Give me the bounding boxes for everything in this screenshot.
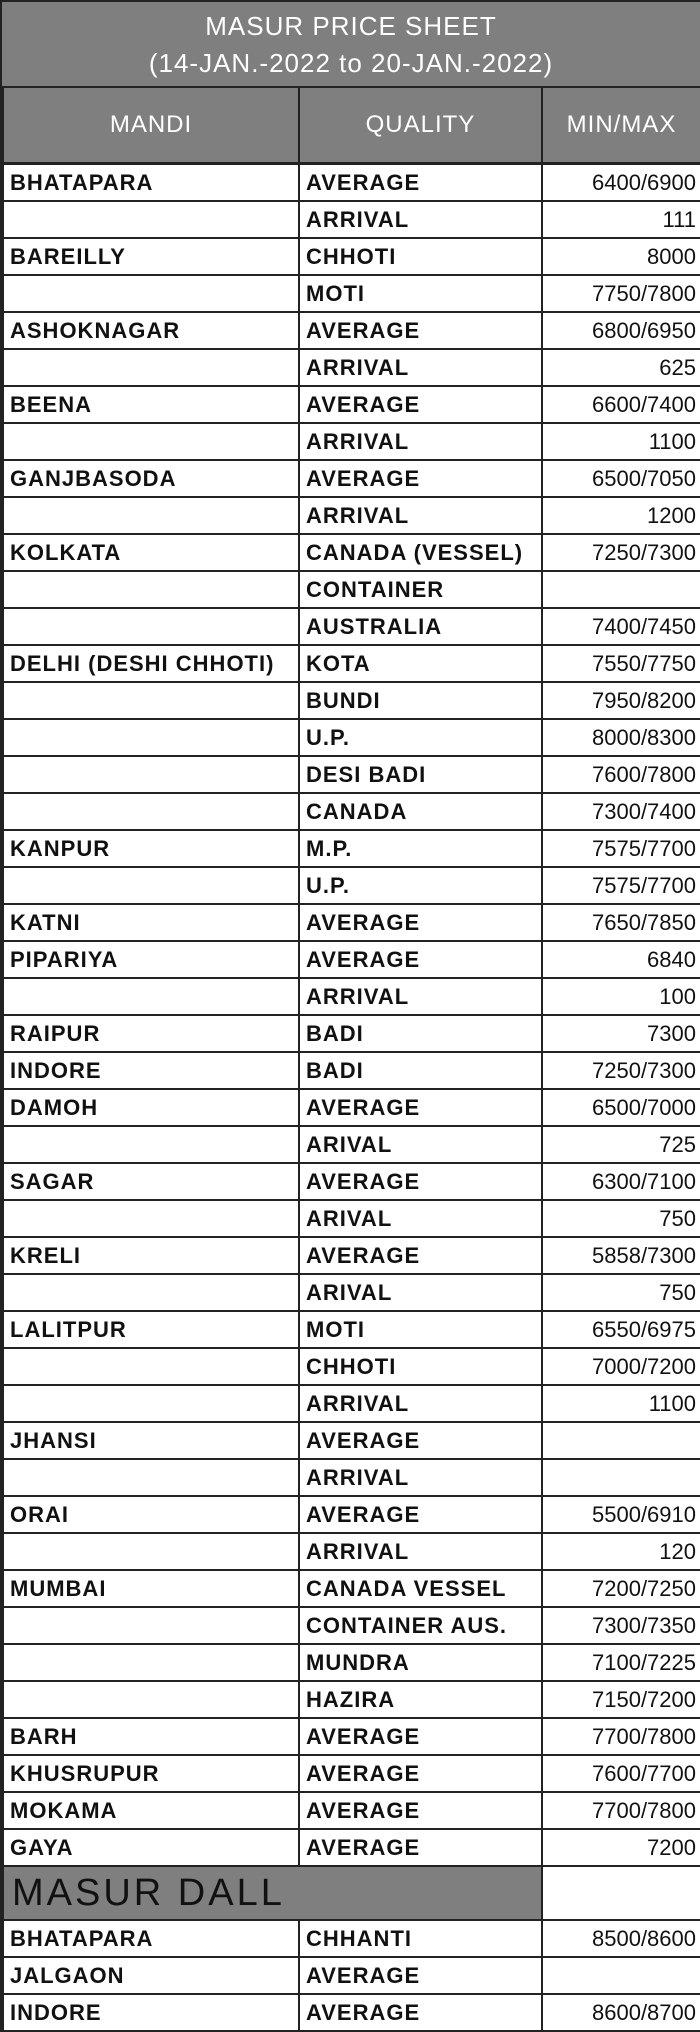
min-max-cell: 6300/7100 xyxy=(542,1163,700,1200)
table-row xyxy=(3,867,700,904)
mandi-cell xyxy=(3,682,299,719)
table-row xyxy=(3,1311,700,1348)
mandi-cell xyxy=(3,497,299,534)
min-max-cell: 625 xyxy=(542,349,700,386)
mandi-cell xyxy=(3,719,299,756)
table-row xyxy=(3,1957,700,1994)
table-row xyxy=(3,1089,700,1126)
min-max-cell: 8600/8700 xyxy=(542,1994,700,2031)
mandi-cell xyxy=(3,1200,299,1237)
table-row xyxy=(3,312,700,349)
table-row xyxy=(3,1237,700,1274)
quality-cell: BUNDI xyxy=(299,682,542,719)
quality-cell: CHHOTI xyxy=(299,238,542,275)
quality-cell: DESI BADI xyxy=(299,756,542,793)
quality-cell: ARRIVAL xyxy=(299,349,542,386)
column-header-quality: QUALITY xyxy=(299,88,542,164)
min-max-cell xyxy=(542,571,700,608)
mandi-cell: ORAI xyxy=(3,1496,299,1533)
min-max-cell: 120 xyxy=(542,1533,700,1570)
quality-cell: MOTI xyxy=(299,1311,542,1348)
quality-cell: AVERAGE xyxy=(299,1718,542,1755)
quality-cell: AVERAGE xyxy=(299,1237,542,1274)
min-max-cell: 1100 xyxy=(542,1385,700,1422)
min-max-cell: 6600/7400 xyxy=(542,386,700,423)
min-max-cell: 5500/6910 xyxy=(542,1496,700,1533)
table-row xyxy=(3,904,700,941)
min-max-cell: 7300 xyxy=(542,1015,700,1052)
mandi-cell xyxy=(3,201,299,238)
mandi-cell xyxy=(3,793,299,830)
mandi-cell xyxy=(3,1681,299,1718)
quality-cell: AVERAGE xyxy=(299,1755,542,1792)
table-row xyxy=(3,1994,700,2031)
mandi-cell xyxy=(3,608,299,645)
table-row xyxy=(3,386,700,423)
quality-cell: KOTA xyxy=(299,645,542,682)
table-row xyxy=(3,275,700,312)
quality-cell: AVERAGE xyxy=(299,1792,542,1829)
min-max-cell xyxy=(542,1422,700,1459)
min-max-cell: 6800/6950 xyxy=(542,312,700,349)
column-header-mandi: MANDI xyxy=(3,88,299,164)
min-max-cell: 1200 xyxy=(542,497,700,534)
mandi-cell: MUMBAI xyxy=(3,1570,299,1607)
mandi-cell: MOKAMA xyxy=(3,1792,299,1829)
quality-cell: AVERAGE xyxy=(299,1496,542,1533)
min-max-cell: 7575/7700 xyxy=(542,830,700,867)
quality-cell: ARIVAL xyxy=(299,1126,542,1163)
min-max-cell: 6500/7000 xyxy=(542,1089,700,1126)
table-row xyxy=(3,756,700,793)
quality-cell: HAZIRA xyxy=(299,1681,542,1718)
min-max-cell: 750 xyxy=(542,1200,700,1237)
dall-section-empty-cell xyxy=(542,1866,700,1920)
mandi-cell: BEENA xyxy=(3,386,299,423)
mandi-cell: LALITPUR xyxy=(3,1311,299,1348)
table-row xyxy=(3,793,700,830)
table-row xyxy=(3,1718,700,1755)
min-max-cell: 750 xyxy=(542,1274,700,1311)
table-row xyxy=(3,1348,700,1385)
mandi-cell: GAYA xyxy=(3,1829,299,1866)
mandi-cell xyxy=(3,349,299,386)
quality-cell: AVERAGE xyxy=(299,941,542,978)
min-max-cell: 6400/6900 xyxy=(542,164,700,202)
mandi-cell: INDORE xyxy=(3,1052,299,1089)
quality-cell: ARRIVAL xyxy=(299,1459,542,1496)
quality-cell: ARRIVAL xyxy=(299,978,542,1015)
min-max-cell: 725 xyxy=(542,1126,700,1163)
quality-cell: ARIVAL xyxy=(299,1274,542,1311)
mandi-cell xyxy=(3,571,299,608)
sheet-date-range: (14-JAN.-2022 to 20-JAN.-2022) xyxy=(148,48,554,78)
quality-cell: U.P. xyxy=(299,867,542,904)
quality-cell: BADI xyxy=(299,1052,542,1089)
quality-cell: CANADA (VESSEL) xyxy=(299,534,542,571)
quality-cell: MOTI xyxy=(299,275,542,312)
table-row xyxy=(3,1570,700,1607)
table-row xyxy=(3,1385,700,1422)
min-max-cell: 7550/7750 xyxy=(542,645,700,682)
table-row xyxy=(3,941,700,978)
sheet-title-block xyxy=(2,0,700,88)
sheet-title: MASUR PRICE SHEET xyxy=(205,11,497,41)
quality-cell: CANADA VESSEL xyxy=(299,1570,542,1607)
quality-cell: AVERAGE xyxy=(299,460,542,497)
table-row xyxy=(3,349,700,386)
mandi-cell xyxy=(3,867,299,904)
table-row xyxy=(3,1422,700,1459)
mandi-cell xyxy=(3,275,299,312)
table-row xyxy=(3,1920,700,1957)
quality-cell: U.P. xyxy=(299,719,542,756)
table-header-row xyxy=(3,88,700,164)
min-max-cell: 7600/7700 xyxy=(542,1755,700,1792)
mandi-cell: RAIPUR xyxy=(3,1015,299,1052)
mandi-cell: KRELI xyxy=(3,1237,299,1274)
mandi-cell: KANPUR xyxy=(3,830,299,867)
mandi-cell xyxy=(3,978,299,1015)
quality-cell: AVERAGE xyxy=(299,164,542,202)
min-max-cell: 6550/6975 xyxy=(542,1311,700,1348)
min-max-cell: 1100 xyxy=(542,423,700,460)
min-max-cell: 7100/7225 xyxy=(542,1644,700,1681)
min-max-cell: 7575/7700 xyxy=(542,867,700,904)
min-max-cell: 8000/8300 xyxy=(542,719,700,756)
quality-cell: ARRIVAL xyxy=(299,1533,542,1570)
table-row xyxy=(3,1126,700,1163)
table-row xyxy=(3,978,700,1015)
table-row xyxy=(3,1459,700,1496)
min-max-cell: 7700/7800 xyxy=(542,1792,700,1829)
quality-cell: AVERAGE xyxy=(299,904,542,941)
table-row xyxy=(3,830,700,867)
table-row xyxy=(3,1533,700,1570)
table-row xyxy=(3,164,700,202)
mandi-cell xyxy=(3,1607,299,1644)
min-max-cell: 100 xyxy=(542,978,700,1015)
min-max-cell: 7200/7250 xyxy=(542,1570,700,1607)
quality-cell: AVERAGE xyxy=(299,312,542,349)
mandi-cell: INDORE xyxy=(3,1994,299,2031)
quality-cell: AVERAGE xyxy=(299,1957,542,1994)
quality-cell: CONTAINER xyxy=(299,571,542,608)
quality-cell: AVERAGE xyxy=(299,386,542,423)
table-row xyxy=(3,1200,700,1237)
table-row xyxy=(3,608,700,645)
table-row xyxy=(3,1274,700,1311)
mandi-cell: BARH xyxy=(3,1718,299,1755)
min-max-cell: 7150/7200 xyxy=(542,1681,700,1718)
mandi-cell xyxy=(3,1385,299,1422)
mandi-cell: KHUSRUPUR xyxy=(3,1755,299,1792)
quality-cell: CONTAINER AUS. xyxy=(299,1607,542,1644)
price-table xyxy=(2,88,700,2032)
min-max-cell: 7300/7350 xyxy=(542,1607,700,1644)
min-max-cell: 7400/7450 xyxy=(542,608,700,645)
quality-cell: BADI xyxy=(299,1015,542,1052)
price-table-body xyxy=(3,164,700,1867)
table-row xyxy=(3,1052,700,1089)
mandi-cell xyxy=(3,1126,299,1163)
table-row xyxy=(3,1644,700,1681)
quality-cell: AVERAGE xyxy=(299,1163,542,1200)
quality-cell: AUSTRALIA xyxy=(299,608,542,645)
table-row xyxy=(3,1792,700,1829)
min-max-cell: 7600/7800 xyxy=(542,756,700,793)
min-max-cell: 7300/7400 xyxy=(542,793,700,830)
table-row xyxy=(3,1015,700,1052)
quality-cell: ARIVAL xyxy=(299,1200,542,1237)
quality-cell: M.P. xyxy=(299,830,542,867)
mandi-cell: BAREILLY xyxy=(3,238,299,275)
table-row xyxy=(3,534,700,571)
min-max-cell: 7200 xyxy=(542,1829,700,1866)
mandi-cell xyxy=(3,1533,299,1570)
quality-cell: CHHANTI xyxy=(299,1920,542,1957)
min-max-cell: 7950/8200 xyxy=(542,682,700,719)
mandi-cell xyxy=(3,756,299,793)
mandi-cell xyxy=(3,1644,299,1681)
table-row xyxy=(3,1755,700,1792)
quality-cell: AVERAGE xyxy=(299,1089,542,1126)
quality-cell: CANADA xyxy=(299,793,542,830)
min-max-cell: 7250/7300 xyxy=(542,534,700,571)
quality-cell: ARRIVAL xyxy=(299,423,542,460)
min-max-cell: 8500/8600 xyxy=(542,1920,700,1957)
dall-section-label: MASUR DALL xyxy=(3,1866,542,1920)
table-row xyxy=(3,460,700,497)
mandi-cell: PIPARIYA xyxy=(3,941,299,978)
min-max-cell: 6500/7050 xyxy=(542,460,700,497)
mandi-cell: DAMOH xyxy=(3,1089,299,1126)
table-row xyxy=(3,682,700,719)
table-row xyxy=(3,1829,700,1866)
mandi-cell: ASHOKNAGAR xyxy=(3,312,299,349)
mandi-cell xyxy=(3,1274,299,1311)
table-row xyxy=(3,1163,700,1200)
table-row xyxy=(3,571,700,608)
table-row xyxy=(3,719,700,756)
min-max-cell: 8000 xyxy=(542,238,700,275)
mandi-cell: SAGAR xyxy=(3,1163,299,1200)
quality-cell: CHHOTI xyxy=(299,1348,542,1385)
mandi-cell: KOLKATA xyxy=(3,534,299,571)
min-max-cell: 111 xyxy=(542,201,700,238)
mandi-cell: DELHI (DESHI CHHOTI) xyxy=(3,645,299,682)
mandi-cell xyxy=(3,1459,299,1496)
min-max-cell: 5858/7300 xyxy=(542,1237,700,1274)
table-row xyxy=(3,1681,700,1718)
table-row xyxy=(3,1607,700,1644)
min-max-cell: 7250/7300 xyxy=(542,1052,700,1089)
min-max-cell: 7700/7800 xyxy=(542,1718,700,1755)
quality-cell: ARRIVAL xyxy=(299,497,542,534)
mandi-cell: BHATAPARA xyxy=(3,1920,299,1957)
min-max-cell xyxy=(542,1459,700,1496)
table-row xyxy=(3,1496,700,1533)
quality-cell: MUNDRA xyxy=(299,1644,542,1681)
table-row xyxy=(3,497,700,534)
dall-section-header xyxy=(3,1866,700,1920)
mandi-cell: GANJBASODA xyxy=(3,460,299,497)
min-max-cell xyxy=(542,1957,700,1994)
mandi-cell: BHATAPARA xyxy=(3,164,299,202)
quality-cell: AVERAGE xyxy=(299,1422,542,1459)
mandi-cell xyxy=(3,423,299,460)
quality-cell: ARRIVAL xyxy=(299,201,542,238)
min-max-cell: 7650/7850 xyxy=(542,904,700,941)
mandi-cell: JALGAON xyxy=(3,1957,299,1994)
mandi-cell xyxy=(3,1348,299,1385)
min-max-cell: 7750/7800 xyxy=(542,275,700,312)
dall-table-body xyxy=(3,1866,700,2031)
quality-cell: AVERAGE xyxy=(299,1829,542,1866)
quality-cell: ARRIVAL xyxy=(299,1385,542,1422)
min-max-cell: 7000/7200 xyxy=(542,1348,700,1385)
table-row xyxy=(3,201,700,238)
min-max-cell: 6840 xyxy=(542,941,700,978)
column-header-minmax: MIN/MAX xyxy=(542,88,700,164)
table-row xyxy=(3,423,700,460)
mandi-cell: JHANSI xyxy=(3,1422,299,1459)
table-row xyxy=(3,238,700,275)
table-row xyxy=(3,645,700,682)
mandi-cell: KATNI xyxy=(3,904,299,941)
quality-cell: AVERAGE xyxy=(299,1994,542,2031)
